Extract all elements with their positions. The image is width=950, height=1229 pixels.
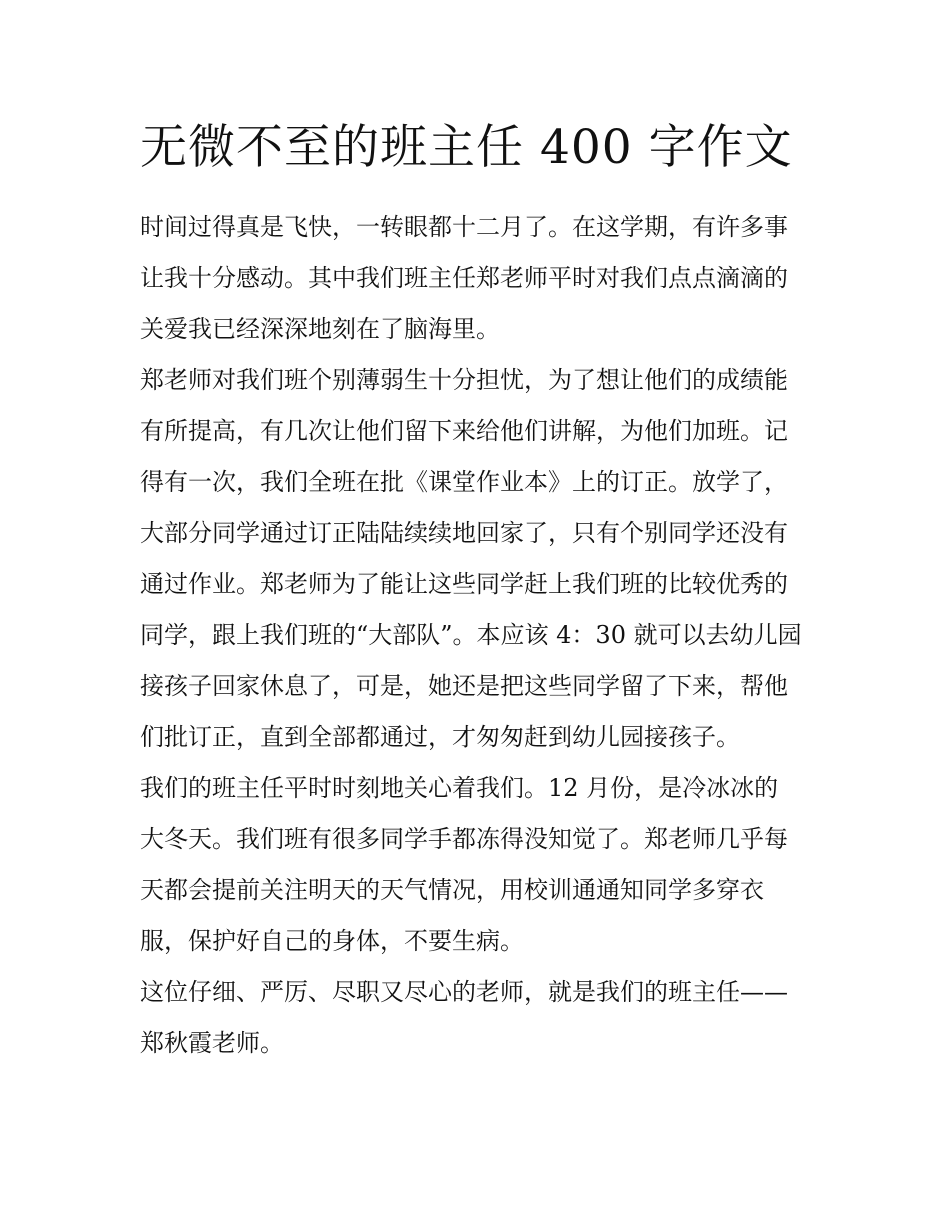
text-line: 让我十分感动。其中我们班主任郑老师平时对我们点点滴滴的 xyxy=(140,264,788,292)
text-line: 服，保护好自己的身体，不要生病。 xyxy=(140,927,524,955)
text-line: 通过作业。郑老师为了能让这些同学赶上我们班的比较优秀的 xyxy=(140,570,788,598)
text-line: 关爱我已经深深地刻在了脑海里。 xyxy=(140,315,500,343)
text-line: 大部分同学通过订正陆陆续续地回家了，只有个别同学还没有 xyxy=(140,519,788,547)
text-line: 郑秋霞老师。 xyxy=(140,1029,284,1057)
text-line: 得有一次，我们全班在批《课堂作业本》上的订正。放学了， xyxy=(140,468,788,496)
text-line: 大冬天。我们班有很多同学手都冻得没知觉了。郑老师几乎每 xyxy=(140,825,788,853)
essay-body xyxy=(140,202,812,1069)
essay-page xyxy=(140,118,812,1069)
text-line: 们批订正，直到全部都通过，才匆匆赶到幼儿园接孩子。 xyxy=(140,723,740,751)
text-line: 接孩子回家休息了，可是，她还是把这些同学留了下来，帮他 xyxy=(140,672,788,700)
text-line: 天都会提前关注明天的天气情况，用校训通通知同学多穿衣 xyxy=(140,876,764,904)
text-line: 同学，跟上我们班的“大部队”。本应该 4：30 就可以去幼儿园 xyxy=(140,621,802,649)
text-line: 郑老师对我们班个别薄弱生十分担忧，为了想让他们的成绩能 xyxy=(140,366,788,394)
essay-title: 无微不至的班主任 400 字作文 xyxy=(140,120,793,175)
text-line: 时间过得真是飞快，一转眼都十二月了。在这学期，有许多事 xyxy=(140,213,788,241)
text-line: 这位仔细、严厉、尽职又尽心的老师，就是我们的班主任—— xyxy=(140,978,788,1006)
text-line: 我们的班主任平时时刻地关心着我们。12 月份，是冷冰冰的 xyxy=(140,774,779,802)
text-line: 有所提高，有几次让他们留下来给他们讲解，为他们加班。记 xyxy=(140,417,788,445)
